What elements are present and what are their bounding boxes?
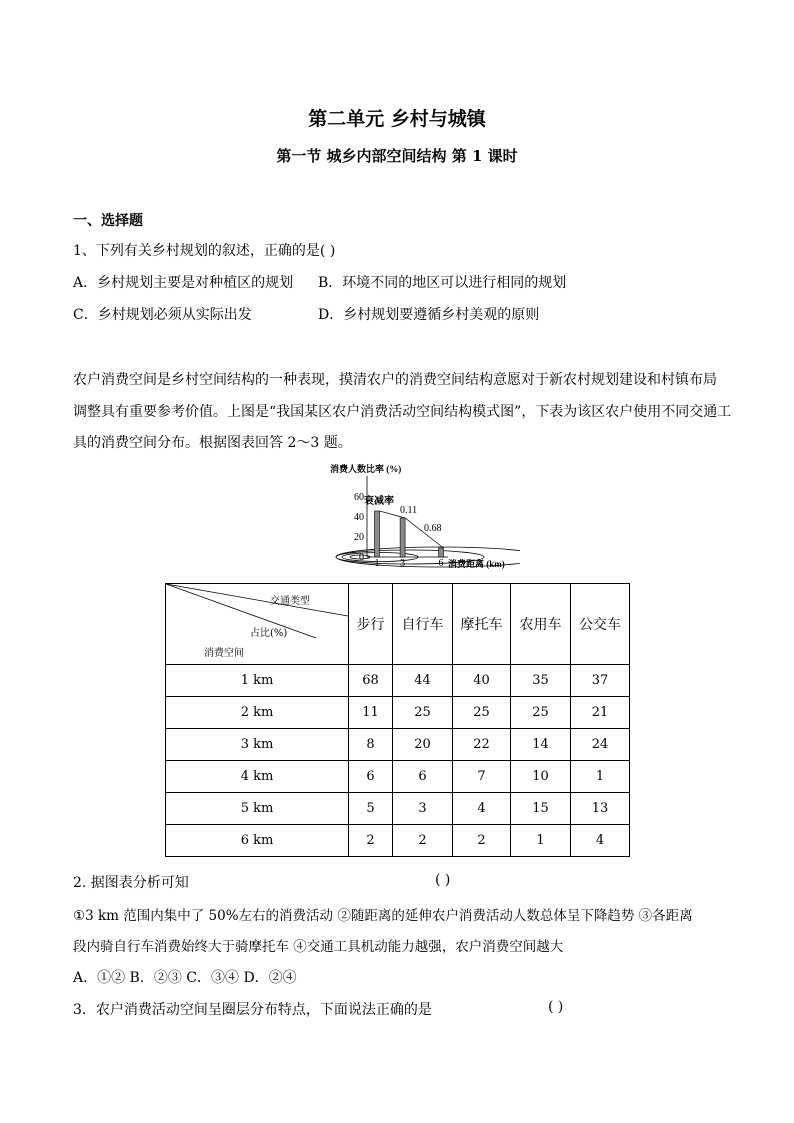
q2-stem: 2. 据图表分析可知: [73, 875, 189, 891]
q3-stem: 3．农户消费活动空间呈圈层分布特点，下面说法正确的是: [73, 1002, 432, 1018]
table-cell: 25: [393, 697, 453, 729]
row-label: 3 km: [166, 729, 349, 761]
q1-option-d: D．乡村规划要遵循乡村美观的原则: [318, 307, 540, 323]
q1-option-b: B．环境不同的地区可以进行相同的规划: [318, 275, 567, 291]
chart-x-label: 消费距离 (km): [448, 559, 505, 569]
corner-label-space: 消费空间: [204, 648, 244, 659]
table-row: [166, 729, 630, 761]
table-row: [166, 761, 630, 793]
q1-stem: 1、下列有关乡村规划的叙述，正确的是( ): [73, 243, 336, 259]
row-label: 1 km: [166, 665, 349, 697]
table-cell: 14: [511, 729, 571, 761]
table-cell: 24: [571, 729, 630, 761]
table-cell: 13: [571, 793, 630, 825]
table-cell: 11: [349, 697, 393, 729]
table-cell: 2: [393, 825, 453, 857]
row-label: 5 km: [166, 793, 349, 825]
table-cell: 21: [571, 697, 630, 729]
table-cell: 15: [511, 793, 571, 825]
chart-y-label: 消费人数比率 (%): [330, 464, 402, 474]
q2-line-2: 段内骑自行车消费始终大于骑摩托车 ④交通工具机动能力越强，农户消费空间越大: [73, 939, 564, 955]
table-row: [166, 825, 630, 857]
table-cell: 25: [453, 697, 511, 729]
table-cell: 4: [571, 825, 630, 857]
row-label: 4 km: [166, 761, 349, 793]
bar-6km: [439, 548, 444, 557]
transport-consumption-table: [165, 583, 630, 857]
annotation-0-68: 0.68: [424, 523, 442, 534]
x-tick-label: 6: [438, 558, 444, 569]
table-cell: 8: [349, 729, 393, 761]
bar-1km: [375, 511, 380, 557]
q2-line-1: ①3 km 范围内集中了 50%左右的消费活动 ②随距离的延伸农户消费活动人数总体呈下降趋势 ③各距离: [73, 908, 693, 924]
table-cell: 2: [349, 825, 393, 857]
passage-line-2: 调整具有重要参考价值。上图是“我国某区农户消费活动空间结构模式图”，下表为该区农户使用不同交通工: [73, 404, 732, 420]
table-row: [166, 793, 630, 825]
table-cell: 68: [349, 665, 393, 697]
table-cell: 7: [453, 761, 511, 793]
table-header-row: [166, 584, 630, 665]
table-cell: 6: [393, 761, 453, 793]
table-cell: 37: [571, 665, 630, 697]
page-title: 第二单元 乡村与城镇: [308, 108, 486, 130]
col-header-bus: 公交车: [571, 584, 630, 665]
y-tick-label: 20: [354, 532, 364, 543]
passage-line-1: 农户消费空间是乡村空间结构的一种表现，摸清农户的消费空间结构意愿对于新农村规划建设和村镇布局: [73, 372, 717, 388]
q1-option-c: C．乡村规划必须从实际出发: [73, 307, 252, 323]
table-cell: 35: [511, 665, 571, 697]
table-cell: 10: [511, 761, 571, 793]
table-cell: 1: [571, 761, 630, 793]
section-heading: 一、选择题: [73, 213, 143, 229]
annotation-decay-rate: 衰减率: [364, 496, 394, 507]
corner-label-ratio: 占比(%): [250, 628, 288, 639]
header-corner: [166, 584, 349, 665]
col-header-bicycle: 自行车: [393, 584, 453, 665]
table-cell: 6: [349, 761, 393, 793]
col-header-walk: 步行: [349, 584, 393, 665]
q1-option-a: A．乡村规划主要是对种植区的规划: [73, 275, 294, 291]
row-label: 6 km: [166, 825, 349, 857]
x-tick-label: 3: [400, 558, 406, 569]
y-tick-label: 40: [354, 512, 364, 523]
consumption-space-chart: [320, 458, 520, 573]
table-cell: 1: [511, 825, 571, 857]
table-cell: 4: [453, 793, 511, 825]
table-cell: 25: [511, 697, 571, 729]
q2-answer-paren: ( ): [435, 872, 451, 888]
table-row: [166, 697, 630, 729]
q3-answer-paren: ( ): [548, 999, 564, 1015]
table-row: [166, 665, 630, 697]
table-cell: 40: [453, 665, 511, 697]
q2-options: A．①② B．②③ C．③④ D．②④: [73, 970, 297, 986]
bar-3km: [400, 518, 405, 557]
row-label: 2 km: [166, 697, 349, 729]
y-tick-label: 0: [359, 552, 364, 563]
table-cell: 22: [453, 729, 511, 761]
table-cell: 44: [393, 665, 453, 697]
x-tick-label: 1: [374, 558, 380, 569]
table-cell: 20: [393, 729, 453, 761]
table-cell: 2: [453, 825, 511, 857]
y-tick-label: 60: [354, 492, 364, 503]
passage-line-3: 具的消费空间分布。根据图表回答 2～3 题。: [73, 435, 352, 451]
annotation-0-11: 0.11: [400, 505, 418, 516]
col-header-motorcycle: 摩托车: [453, 584, 511, 665]
col-header-farm-vehicle: 农用车: [511, 584, 571, 665]
corner-label-transport: 交通类型: [270, 596, 310, 607]
table-cell: 5: [349, 793, 393, 825]
page-subtitle: 第一节 城乡内部空间结构 第 1 课时: [276, 147, 518, 165]
table-cell: 3: [393, 793, 453, 825]
